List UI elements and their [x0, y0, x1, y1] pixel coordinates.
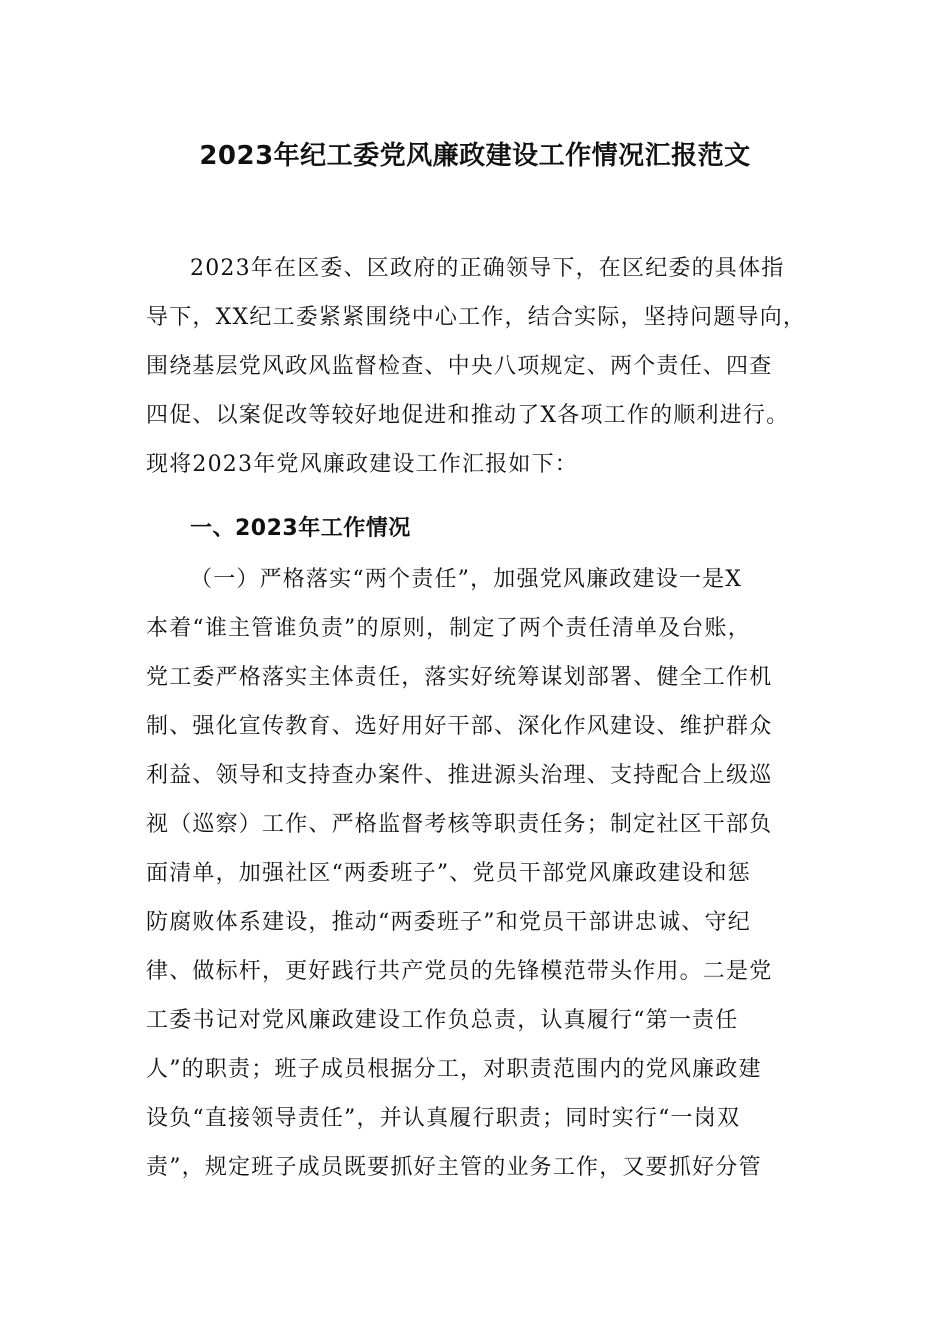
intro-line-5: 现将2023年党风廉政建设工作汇报如下： [146, 452, 578, 477]
section-1-line-1: （一）严格落实“两个责任”，加强党风廉政建设一是X [190, 567, 743, 592]
section-1-line-8: 防腐败体系建设，推动“两委班子”和党员干部讲忠诚、守纪 [146, 910, 751, 935]
section-1-line-5: 利益、领导和支持查办案件、推进源头治理、支持配合上级巡 [146, 763, 773, 788]
section-1-line-4: 制、强化宣传教育、选好用好干部、深化作风建设、维护群众 [146, 714, 773, 739]
intro-line-3: 围绕基层党风政风监督检查、中央八项规定、两个责任、四查 [146, 354, 773, 379]
section-1-line-6: 视（巡察）工作、严格监督考核等职责任务；制定社区干部负 [146, 812, 773, 837]
section-1-line-10: 工委书记对党风廉政建设工作负总责，认真履行“第一责任 [146, 1008, 739, 1033]
section-1-line-3: 党工委严格落实主体责任，落实好统筹谋划部署、健全工作机 [146, 665, 773, 690]
section-1-line-7: 面清单，加强社区“两委班子”、党员干部党风廉政建设和惩 [146, 861, 751, 886]
intro-line-1: 2023年在区委、区政府的正确领导下，在区纪委的具体指 [190, 256, 785, 281]
section-1-line-9: 律、做标杆，更好践行共产党员的先锋模范带头作用。二是党 [146, 959, 773, 984]
section-1-line-11: 人”的职责；班子成员根据分工，对职责范围内的党风廉政建 [146, 1057, 762, 1082]
intro-line-2: 导下，XX纪工委紧紧围绕中心工作，结合实际，坚持问题导向， [146, 305, 807, 330]
section-1-line-13: 责”，规定班子成员既要抓好主管的业务工作，又要抓好分管 [146, 1155, 762, 1180]
section-1-line-2: 本着“谁主管谁负责”的原则，制定了两个责任清单及台账， [146, 616, 751, 641]
intro-line-4: 四促、以案促改等较好地促进和推动了X各项工作的顺利进行。 [146, 403, 790, 428]
section-1-line-12: 设负“直接领导责任”，并认真履行职责；同时实行“一岗双 [146, 1106, 741, 1131]
section-1-heading: 一、2023年工作情况 [190, 516, 411, 541]
document-title: 2023年纪工委党风廉政建设工作情况汇报范文 [199, 141, 751, 171]
